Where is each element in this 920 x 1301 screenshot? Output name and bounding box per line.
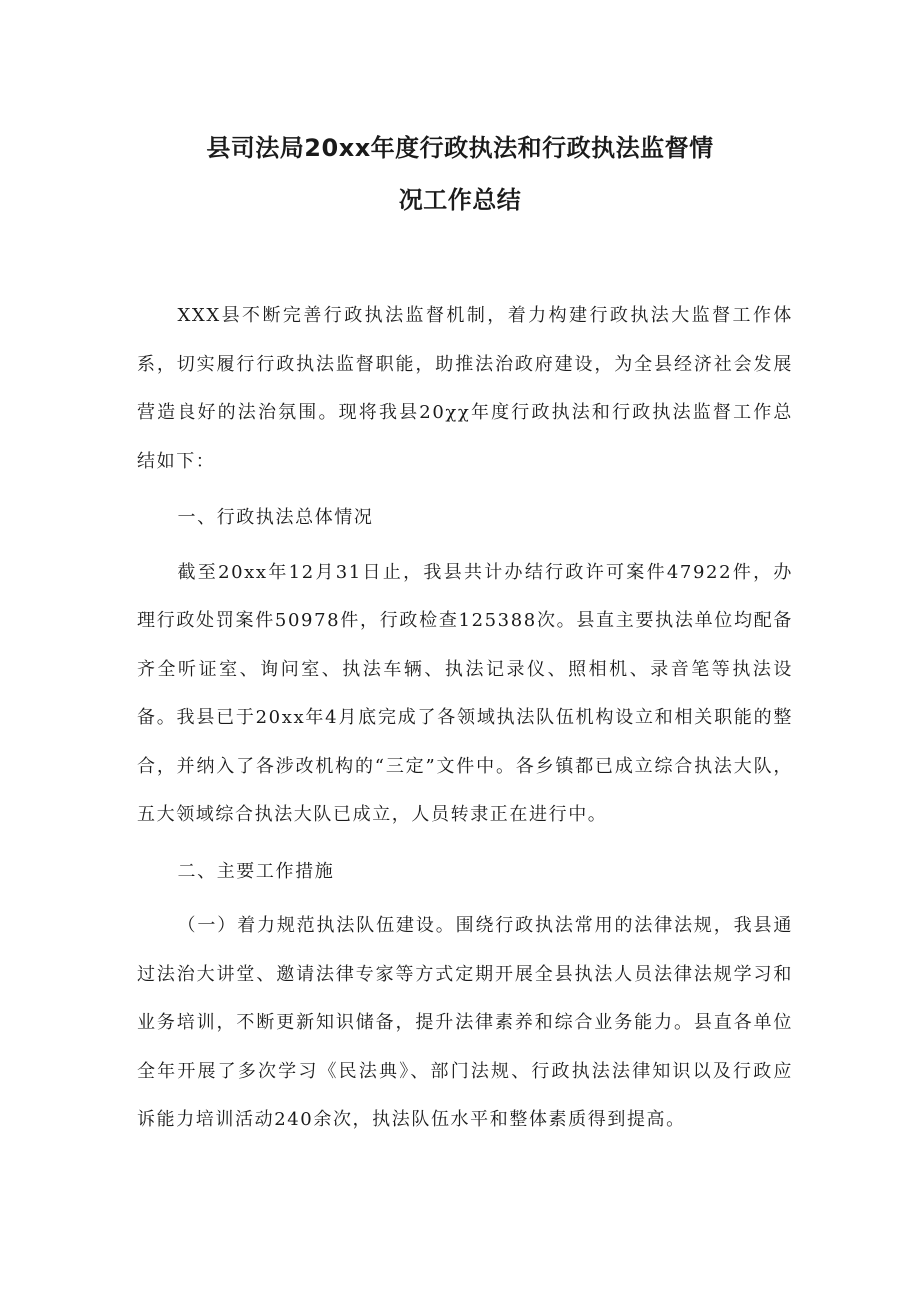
section-2-subsection-1: （一）着力规范执法队伍建设。围绕行政执法常用的法律法规，我县通过法治大讲堂、邀请法律专家等方式定期开展全县执法人员法律法规学习和业务培训，不断更新知识储备，提升法律素养和综合业务能力。县直各单位全年开展了多次学习《民法典》、部门法规、行政执法法律知识以及行政应诉能力培训活动240余次，执法队伍水平和整体素质得到提高。 [137,915,793,1130]
document-title [130,122,790,226]
intro-paragraph: XXX县不断完善行政执法监督机制，着力构建行政执法大监督工作体系，切实履行行政执法监督职能，助推法治政府建设，为全县经济社会发展营造良好的法治氛围。现将我县20χχ年度行政执法和行政执法监督工作总结如下： [137,305,793,472]
section-1-heading: 一、行政执法总体情况 [177,507,374,528]
title-line-1: 县司法局20xx年度行政执法和行政执法监督情 [206,134,714,162]
section-2-heading: 二、主要工作措施 [177,860,335,882]
section-1-paragraph: 截至20xx年12月31日止，我县共计办结行政许可案件47922件，办理行政处罚案件50978件，行政检查125388次。县直主要执法单位均配备齐全听证室、询问室、执法车辆、执法记录仪、照相机、录音笔等执法设备。我县已于20xx年4月底完成了各领域执法队伍机构设立和相关职能的整合，并纳入了各涉改机构的“三定”文件中。各乡镇都已成立综合执法大队，五大领域综合执法大队已成立，人员转隶正在进行中。 [137,561,793,825]
title-line-2: 况工作总结 [398,186,522,214]
document-body [137,292,793,1145]
